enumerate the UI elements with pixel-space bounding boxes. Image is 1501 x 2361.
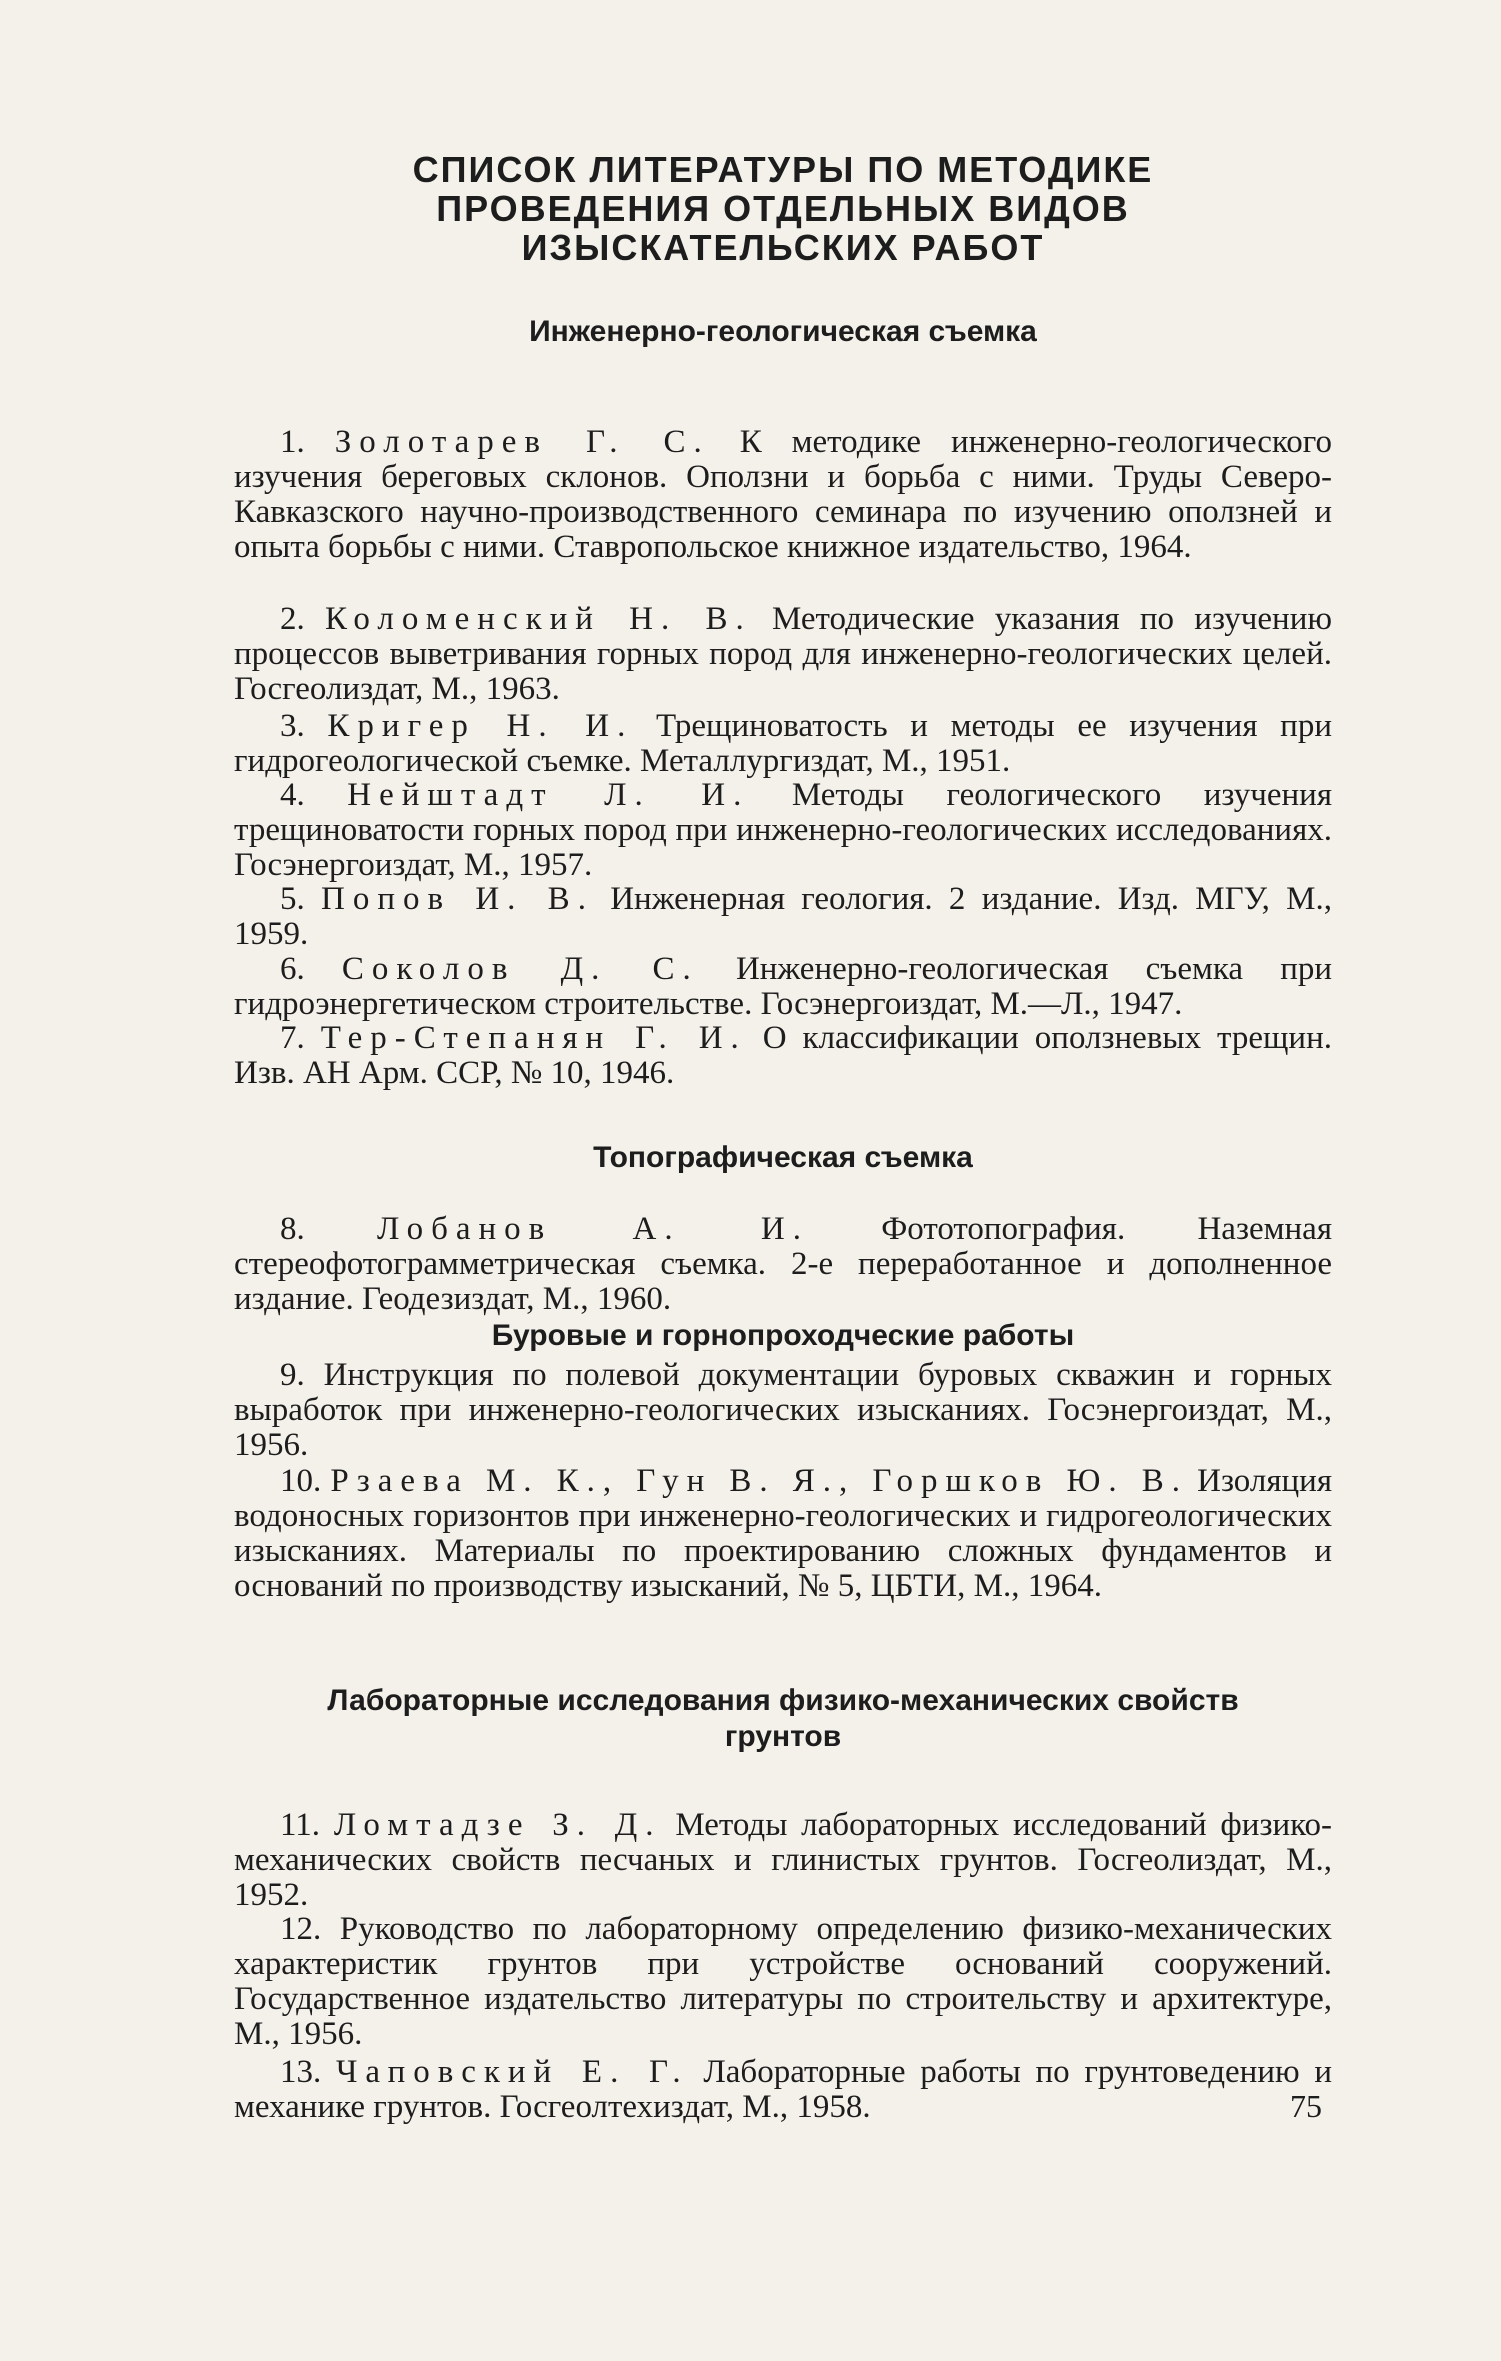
reference-number: 5.	[280, 881, 305, 917]
title-line: ПРОВЕДЕНИЯ ОТДЕЛЬНЫХ ВИДОВ	[436, 188, 1130, 229]
reference-item	[234, 778, 1332, 883]
reference-item	[234, 1464, 1332, 1604]
section-heading-topographic: Топографическая съемка	[593, 1141, 973, 1174]
reference-text: Методы геологического изучения трещиноватости горных пород при инженерно-геологических исследованиях. Госэнергоиздат, М., 1957.	[234, 777, 1333, 883]
title-line: ИЗЫСКАТЕЛЬСКИХ РАБОТ	[521, 227, 1045, 268]
reference-item	[234, 882, 1332, 952]
reference-number: 12.	[280, 1911, 322, 1947]
reference-number: 6.	[280, 951, 305, 987]
reference-item	[234, 425, 1332, 565]
section-heading-laboratory: Лабораторные исследования физико-механических свойств грунтов	[327, 1684, 1239, 1753]
reference-text: Трещиноватость и методы ее изучения при гидрогеологической съемке. Металлургиздат, М., 1951.	[234, 708, 1332, 779]
reference-item	[234, 602, 1332, 707]
reference-number: 13.	[280, 2054, 322, 2090]
page-number: 75	[1290, 2088, 1322, 2124]
section-heading-engineering-geology: Инженерно-геологическая съемка	[529, 315, 1037, 348]
reference-item	[234, 1808, 1332, 1913]
reference-text: Методические указания по изучению процессов выветривания горных пород для инженерно-геологических целей. Госгеолиздат, М., 1963.	[234, 601, 1333, 707]
reference-author: Попов И. В.	[321, 881, 594, 917]
reference-number: 9.	[280, 1357, 305, 1393]
reference-item	[234, 952, 1332, 1022]
reference-author: Соколов Д. С.	[341, 951, 699, 987]
reference-author: Золотарев Г. С.	[334, 424, 710, 460]
reference-item	[234, 709, 1332, 779]
reference-author: Тер-Степанян Г. И.	[320, 1020, 747, 1056]
reference-author: Чаповский Е. Г.	[335, 2054, 689, 2090]
reference-text: О классификации оползневых трещин. Изв. АН Арм. ССР, № 10, 1946.	[234, 1020, 1332, 1091]
reference-author: Ломтадзе З. Д.	[333, 1807, 662, 1843]
reference-item	[234, 2055, 1332, 2125]
reference-item	[234, 1212, 1332, 1317]
reference-number: 2.	[280, 601, 305, 637]
reference-author: Коломенский Н. В.	[324, 601, 752, 637]
reference-number: 8.	[280, 1211, 305, 1247]
reference-number: 4.	[280, 777, 305, 813]
page-title	[234, 150, 1332, 267]
reference-item	[234, 1912, 1332, 2052]
reference-number: 11.	[280, 1807, 321, 1843]
reference-number: 3.	[280, 708, 305, 744]
reference-text: К методике инженерно-геологического изучения береговых склонов. Оползни и борьба с ними. Труды Северо-Кавказского научно-производственного семинара по изучению оползней и опыта борьбы с ними. Ставропольское книжное издательство, 1964.	[234, 424, 1333, 565]
reference-text: Инженерная геология. 2 издание. Изд. МГУ, М., 1959.	[234, 881, 1333, 952]
reference-text: Инструкция по полевой документации буровых скважин и горных выработок при инженерно-геологических изысканиях. Госэнергоиздат, М., 1956.	[234, 1357, 1333, 1463]
reference-number: 1.	[280, 424, 305, 460]
reference-author: Лобанов А. И.	[377, 1211, 809, 1247]
reference-number: 10.	[280, 1463, 322, 1499]
reference-item	[234, 1358, 1332, 1463]
reference-text: Инженерно-геологическая съемка при гидроэнергетическом строительстве. Госэнергоиздат, М.—Л., 1947.	[234, 951, 1333, 1022]
reference-text: Методы лабораторных исследований физико-механических свойств песчаных и глинистых грунтов. Госгеолиздат, М., 1952.	[234, 1807, 1333, 1913]
reference-author: Нейштадт Л. И.	[347, 777, 750, 813]
reference-author: Рзаева М. К., Гун В. Я., Горшков Ю. В.	[330, 1463, 1188, 1499]
reference-text: Изоляция водоносных горизонтов при инженерно-геологических и гидрогеологических изысканиях. Материалы по проектированию сложных фундаментов и оснований по производству изысканий, № 5, ЦБТИ, М., 1964.	[234, 1463, 1332, 1604]
reference-text: Фототопография. Наземная стереофотограмметрическая съемка. 2-е переработанное и дополненное издание. Геодезиздат, М., 1960.	[234, 1211, 1332, 1317]
title-line: СПИСОК ЛИТЕРАТУРЫ ПО МЕТОДИКЕ	[412, 149, 1154, 190]
reference-text: Лабораторные работы по грунтоведению и механике грунтов. Госгеолтехиздат, М., 1958.	[234, 2054, 1333, 2125]
section-heading-drilling: Буровые и горнопроходческие работы	[491, 1319, 1075, 1352]
reference-text: Руководство по лабораторному определению физико-механических характеристик грунтов при устройстве оснований сооружений. Государственное издательство литературы по строительству и архитектуре, М., 1956.	[234, 1911, 1332, 2052]
reference-item	[234, 1021, 1332, 1091]
reference-number: 7.	[280, 1020, 305, 1056]
reference-author: Кригер Н. И.	[327, 708, 634, 744]
